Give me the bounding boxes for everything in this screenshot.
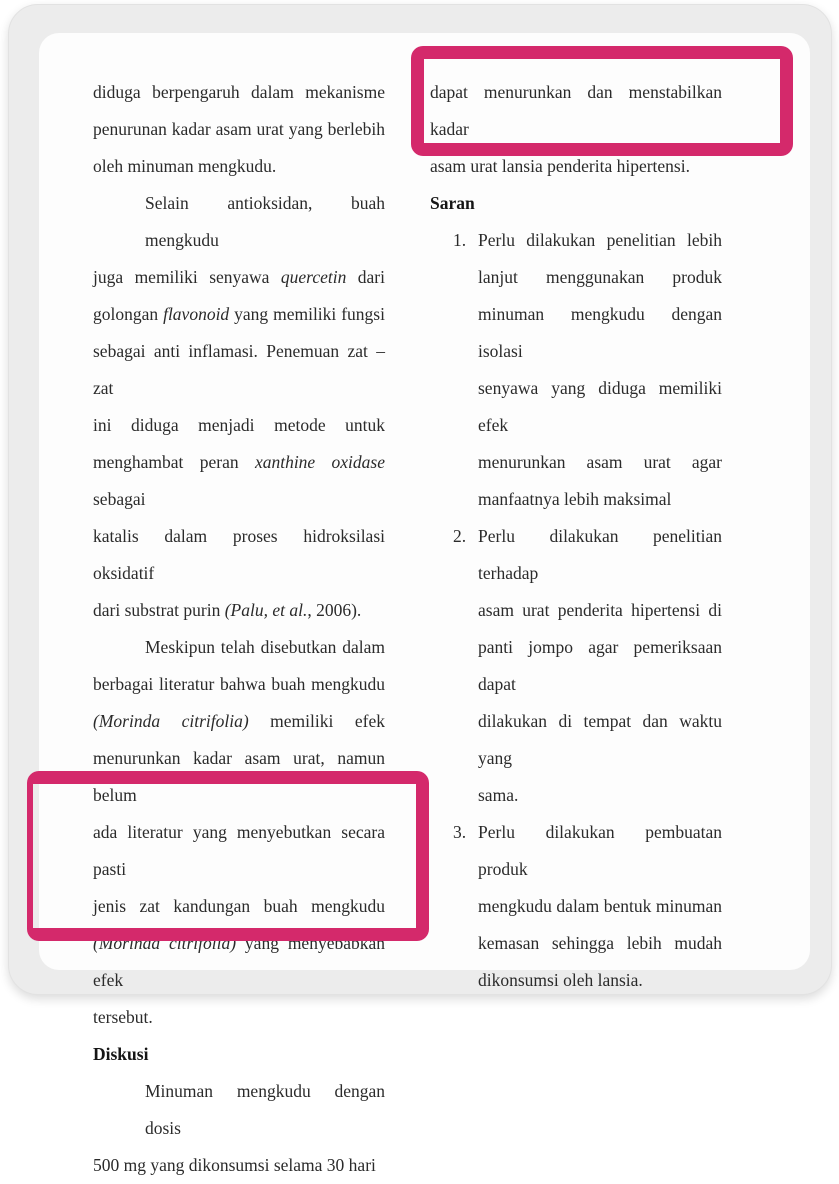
- italic-text: citrifolia): [181, 711, 249, 731]
- text-run: dari substrat purin: [93, 600, 225, 620]
- text-run: golongan: [93, 304, 164, 324]
- text-run: Perlu dilakukan penelitian terhadap: [478, 526, 722, 583]
- text-run: dari: [346, 267, 385, 287]
- text-line: [430, 148, 722, 185]
- list-item: [430, 222, 722, 518]
- list-item: [430, 814, 722, 999]
- paragraph: [93, 185, 385, 629]
- text-line: [478, 296, 722, 370]
- list-item: [430, 518, 722, 814]
- text-line: [93, 444, 385, 518]
- section-heading: Saran: [430, 193, 475, 213]
- text-run: panti jompo agar pemeriksaan dapat: [478, 637, 722, 694]
- text-line: [93, 185, 385, 259]
- text-run: minuman mengkudu dengan isolasi: [478, 304, 722, 361]
- list-item-lines: [478, 814, 722, 999]
- paragraph: [93, 629, 385, 1036]
- text-run: dapat menurunkan dan menstabilkan kadar: [430, 82, 722, 139]
- italic-text: (Morinda citrifolia): [93, 933, 237, 953]
- text-line: [93, 148, 385, 185]
- paragraph: [93, 1073, 385, 1184]
- text-line: [93, 703, 385, 740]
- list-item-number: 1.: [453, 230, 467, 250]
- text-line: [478, 962, 722, 999]
- list-item-number: 2.: [453, 526, 467, 546]
- text-run: penurunan kadar asam urat yang berlebih: [93, 119, 385, 139]
- text-line: [93, 592, 385, 629]
- text-run: ini diduga menjadi metode untuk: [93, 415, 385, 435]
- text-line: [93, 296, 385, 333]
- list-item-lines: [478, 518, 722, 814]
- text-run: juga memiliki senyawa: [93, 267, 281, 287]
- text-line: [93, 888, 385, 925]
- text-line: [478, 259, 722, 296]
- text-run: kemasan sehingga lebih mudah: [478, 933, 722, 953]
- text-line: [478, 703, 722, 777]
- text-run: yang memiliki fungsi: [229, 304, 385, 324]
- text-run: berbagai literatur bahwa buah mengkudu: [93, 674, 385, 694]
- text-run: dilakukan di tempat dan waktu yang: [478, 711, 722, 768]
- text-run: oleh minuman mengkudu.: [93, 156, 277, 176]
- text-run: menghambat peran: [93, 452, 255, 472]
- text-line: [93, 925, 385, 999]
- italic-text: flavonoid: [163, 304, 230, 324]
- text-run: Perlu dilakukan penelitian lebih: [478, 230, 722, 250]
- text-run: jenis zat kandungan buah mengkudu: [93, 896, 385, 916]
- text-line: [478, 925, 722, 962]
- text-line: [478, 222, 722, 259]
- text-run: [160, 711, 182, 731]
- text-line: [93, 518, 385, 592]
- text-run: 500 mg yang dikonsumsi selama 30 hari: [93, 1155, 376, 1175]
- text-line: [478, 629, 722, 703]
- text-run: ada literatur yang menyebutkan secara pasti: [93, 822, 385, 879]
- left-column: [93, 74, 385, 1184]
- text-run: katalis dalam proses hidroksilasi oksidatif: [93, 526, 385, 583]
- numbered-list: [430, 222, 722, 999]
- section-heading: Diskusi: [93, 1044, 149, 1064]
- text-line: [93, 666, 385, 703]
- text-line: [93, 111, 385, 148]
- paragraph: [93, 74, 385, 185]
- text-run: , 2006).: [307, 600, 362, 620]
- text-run: Meskipun telah disebutkan dalam: [145, 637, 385, 657]
- text-line: [478, 481, 722, 518]
- text-line: [93, 1073, 385, 1147]
- text-line: [478, 592, 722, 629]
- text-line: [478, 518, 722, 592]
- text-line: [93, 407, 385, 444]
- text-run: sama.: [478, 785, 519, 805]
- text-run: menurunkan kadar asam urat, namun belum: [93, 748, 385, 805]
- text-line: [93, 999, 385, 1036]
- paragraph: [430, 74, 722, 185]
- text-line: [93, 740, 385, 814]
- text-run: Perlu dilakukan pembuatan produk: [478, 822, 722, 879]
- text-run: mengkudu dalam bentuk minuman: [478, 896, 722, 916]
- text-run: manfaatnya lebih maksimal: [478, 489, 672, 509]
- list-item-number: 3.: [453, 822, 467, 842]
- text-run: senyawa yang diduga memiliki efek: [478, 378, 722, 435]
- right-column: [430, 74, 722, 999]
- text-run: lanjut menggunakan produk: [478, 267, 722, 287]
- text-line: [478, 888, 722, 925]
- text-line: [93, 1147, 385, 1184]
- text-run: Minuman mengkudu dengan dosis: [145, 1081, 385, 1138]
- text-run: dikonsumsi oleh lansia.: [478, 970, 643, 990]
- text-line: [93, 259, 385, 296]
- text-line: [93, 814, 385, 888]
- text-line: [478, 444, 722, 481]
- text-run: sebagai: [93, 489, 146, 509]
- text-run: memiliki efek: [248, 711, 385, 731]
- text-line: [93, 74, 385, 111]
- text-line: [478, 814, 722, 888]
- italic-text: quercetin: [280, 267, 347, 287]
- italic-text: (Morinda: [93, 711, 161, 731]
- italic-text: (Palu, et al.: [224, 600, 308, 620]
- text-line: [93, 333, 385, 407]
- text-run: sebagai anti inflamasi. Penemuan zat – zat: [93, 341, 385, 398]
- text-run: tersebut.: [93, 1007, 153, 1027]
- text-line: [478, 370, 722, 444]
- text-line: [478, 777, 722, 814]
- italic-text: xanthine oxidase: [254, 452, 385, 472]
- list-item-lines: [478, 222, 722, 518]
- text-line: [430, 74, 722, 148]
- text-run: asam urat lansia penderita hipertensi.: [430, 156, 690, 176]
- text-line: [93, 629, 385, 666]
- text-run: diduga berpengaruh dalam mekanisme: [93, 82, 385, 102]
- text-run: menurunkan asam urat agar: [478, 452, 722, 472]
- text-run: asam urat penderita hipertensi di: [478, 600, 722, 620]
- text-run: Selain antioksidan, buah mengkudu: [145, 193, 385, 250]
- text-run: yang menyebabkan efek: [93, 933, 386, 990]
